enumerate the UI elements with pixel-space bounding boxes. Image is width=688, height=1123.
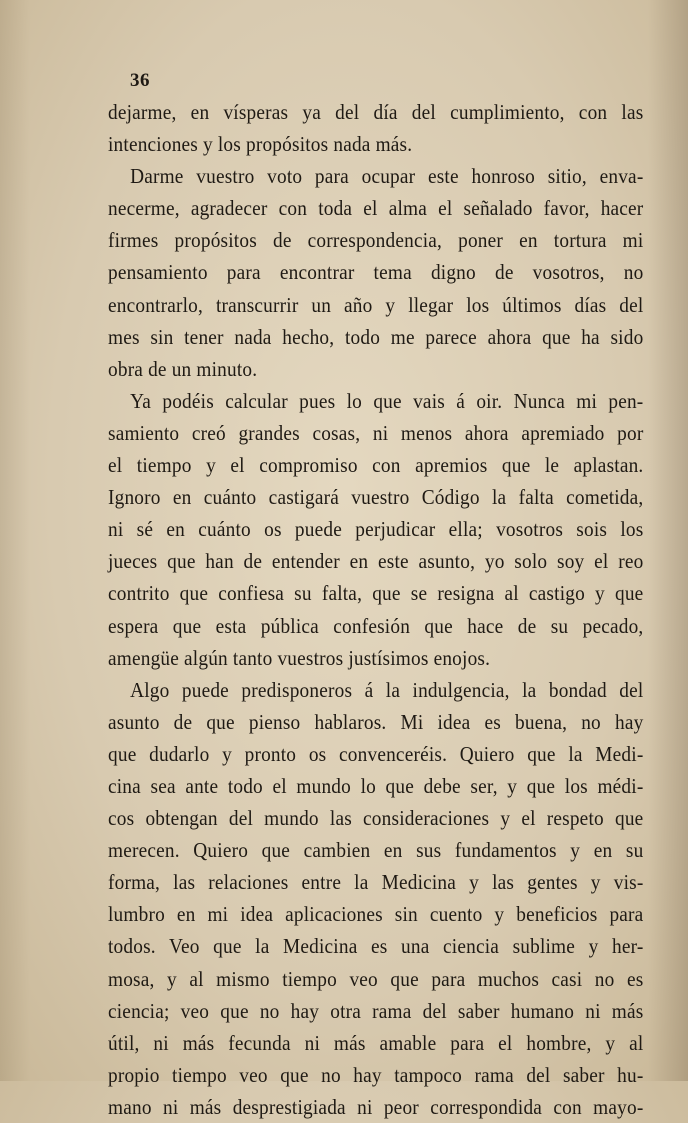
text-line: contrito que confiesa su falta, que se resigna al castigo y que (108, 581, 644, 606)
text-line: necerme, agradecer con toda el alma el señalado favor, hacer (108, 196, 644, 221)
text-line: Algo puede predisponeros á la indulgencia, la bondad del (130, 677, 644, 702)
text-line: merecen. Quiero que cambien en sus fundamentos y en su (108, 838, 644, 863)
body-text (108, 96, 643, 1123)
text-line: útil, ni más fecunda ni más amable para el hombre, y al (108, 1030, 644, 1055)
text-line: firmes propósitos de correspondencia, poner en tortura mi (108, 228, 644, 253)
text-line: forma, las relaciones entre la Medicina y las gentes y vis- (108, 870, 644, 895)
text-line: el tiempo y el compromiso con apremios que le aplastan. (108, 453, 644, 478)
page-gutter-shadow (0, 0, 30, 1081)
text-line: que dudarlo y pronto os convenceréis. Quiero que la Medi- (108, 741, 644, 766)
text-line: intenciones y los propósitos nada más. (108, 132, 413, 157)
text-line: ciencia; veo que no hay otra rama del saber humano ni más (108, 998, 644, 1023)
text-line: lumbro en mi idea aplicaciones sin cuento y beneficios para (108, 902, 644, 927)
text-line: jueces que han de entender en este asunto, yo solo soy el reo (108, 549, 644, 574)
text-line: pensamiento para encontrar tema digno de vosotros, no (108, 260, 644, 285)
text-line: mes sin tener nada hecho, todo me parece ahora que ha sido (108, 324, 644, 349)
text-line: cos obtengan del mundo las consideraciones y el respeto que (108, 806, 644, 831)
text-line: dejarme, en vísperas ya del día del cumplimiento, con las (108, 100, 644, 124)
text-line: asunto de que pienso hablaros. Mi idea es buena, no hay (108, 709, 644, 734)
text-line: todos. Veo que la Medicina es una ciencia sublime y her- (108, 934, 644, 959)
text-line: espera que esta pública confesión que hace de su pecado, (108, 613, 644, 638)
text-line: propio tiempo veo que no hay tampoco rama del saber hu- (108, 1062, 644, 1087)
page-edge-shadow (648, 0, 688, 1081)
text-line: obra de un minuto. (108, 356, 258, 381)
text-line: encontrarlo, transcurrir un año y llegar los últimos días del (108, 292, 644, 317)
text-line: cina sea ante todo el mundo lo que debe ser, y que los médi- (108, 773, 644, 798)
page-number: 36 (130, 70, 150, 91)
text-line: Darme vuestro voto para ocupar este honroso sitio, enva- (130, 164, 644, 189)
text-line: samiento creó grandes cosas, ni menos ahora apremiado por (108, 420, 644, 445)
text-line: Ignoro en cuánto castigará vuestro Código la falta cometida, (108, 485, 644, 510)
text-line: mosa, y al mismo tiempo veo que para muchos casi no es (108, 966, 644, 991)
text-line: Ya podéis calcular pues lo que vais á oir. Nunca mi pen- (130, 388, 644, 413)
text-line: ni sé en cuánto os puede perjudicar ella; vosotros sois los (108, 517, 644, 542)
text-line: mano ni más desprestigiada ni peor correspondida con mayo- (108, 1094, 644, 1119)
text-line: amengüe algún tanto vuestros justísimos enojos. (108, 645, 491, 670)
